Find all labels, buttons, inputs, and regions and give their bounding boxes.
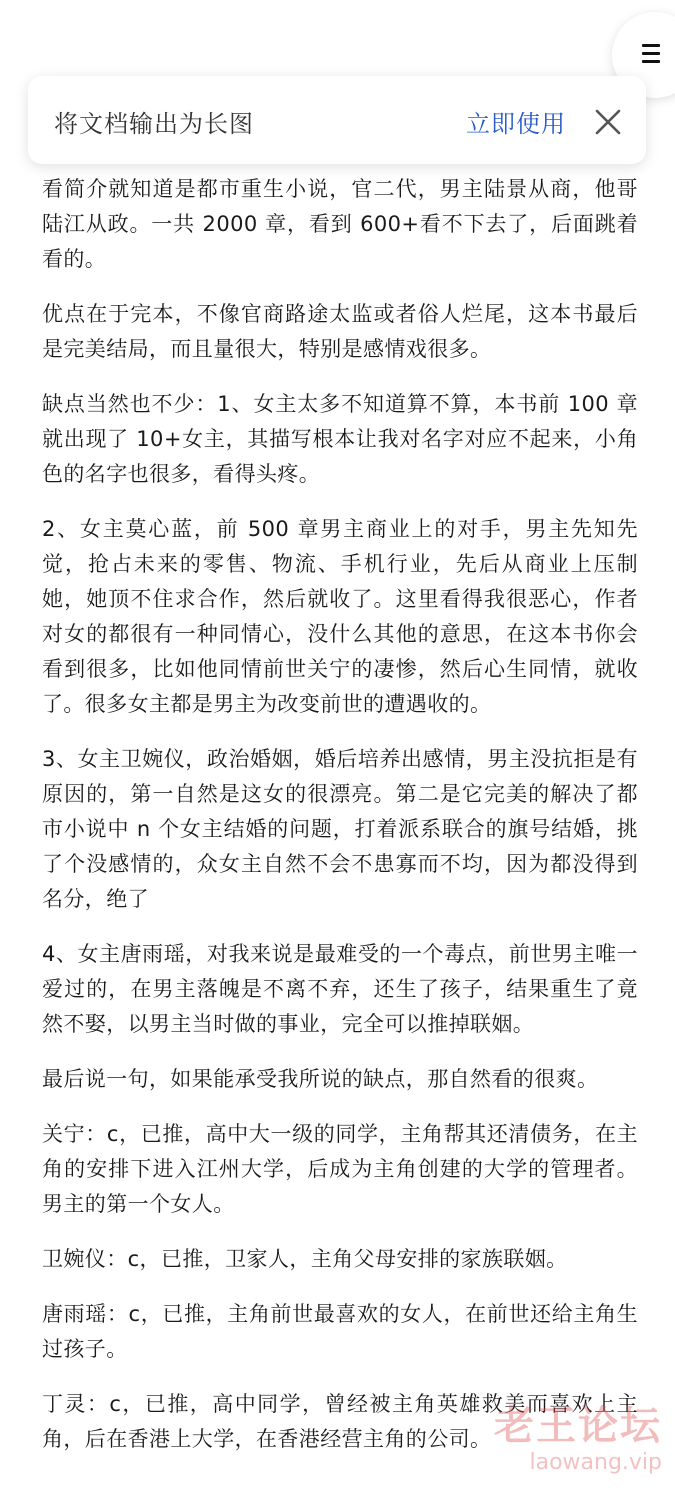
paragraph: 优点在于完本，不像官商路途太监或者俗人烂尾，这本书最后是完美结局，而且量很大，特别是感情戏很多。	[42, 302, 638, 361]
watermark-url: laowang.vip	[529, 1450, 662, 1475]
paragraph: 缺点当然也不少：1、女主太多不知道算不算，本书前 100 章就出现了 10+女主，其描写根本让我对名字对应不起来，小角色的名字也很多，看得头疼。	[42, 392, 638, 486]
banner-text: 将文档输出为长图	[54, 110, 254, 138]
paragraph: 卫婉仪：c，已推，卫家人，主角父母安排的家族联姻。	[42, 1247, 568, 1271]
paragraph: 3、女主卫婉仪，政治婚姻，婚后培养出感情，男主没抗拒是有原因的，第一自然是这女的很漂亮。第二是它完美的解决了都市小说中 n 个女主结婚的问题，打着派系联合的旗号结婚，挑了个没感情的，众女主自然不会不患寡而不均，因为都没得到名分，绝了	[42, 747, 638, 911]
paragraph: 丁灵：c，已推，高中同学，曾经被主角英雄救美而喜欢上主角，后在香港上大学，在香港经营主角的公司。	[42, 1392, 638, 1451]
article-body	[42, 172, 638, 1477]
paragraph: 看简介就知道是都市重生小说，官二代，男主陆景从商，他哥陆江从政。一共 2000 章，看到 600+看不下去了，后面跳着看的。	[42, 177, 638, 271]
hamburger-menu-icon[interactable]	[642, 44, 660, 64]
watermark-title: 老王论坛	[494, 1402, 662, 1449]
export-long-image-banner	[28, 76, 646, 164]
close-icon[interactable]	[594, 108, 622, 136]
paragraph: 2、女主莫心蓝，前 500 章男主商业上的对手，男主先知先觉，抢占未来的零售、物流、手机行业，先后从商业上压制她，她顶不住求合作，然后就收了。这里看得我很恶心，作者对女的都很有一种同情心，没什么其他的意思，在这本书你会看到很多，比如他同情前世关宁的凄惨，然后心生同情，就收了。很多女主都是男主为改变前世的遭遇收的。	[42, 517, 638, 716]
paragraph: 关宁：c，已推，高中大一级的同学，主角帮其还清债务，在主角的安排下进入江州大学，后成为主角创建的大学的管理者。男主的第一个女人。	[42, 1122, 638, 1216]
paragraph: 唐雨瑶：c，已推，主角前世最喜欢的女人，在前世还给主角生过孩子。	[42, 1302, 638, 1361]
paragraph: 最后说一句，如果能承受我所说的缺点，那自然看的很爽。	[42, 1067, 599, 1091]
paragraph: 4、女主唐雨瑶，对我来说是最难受的一个毒点，前世男主唯一爱过的，在男主落魄是不离不弃，还生了孩子，结果重生了竟然不娶，以男主当时做的事业，完全可以推掉联姻。	[42, 942, 638, 1036]
use-now-button[interactable]: 立即使用	[466, 110, 566, 138]
